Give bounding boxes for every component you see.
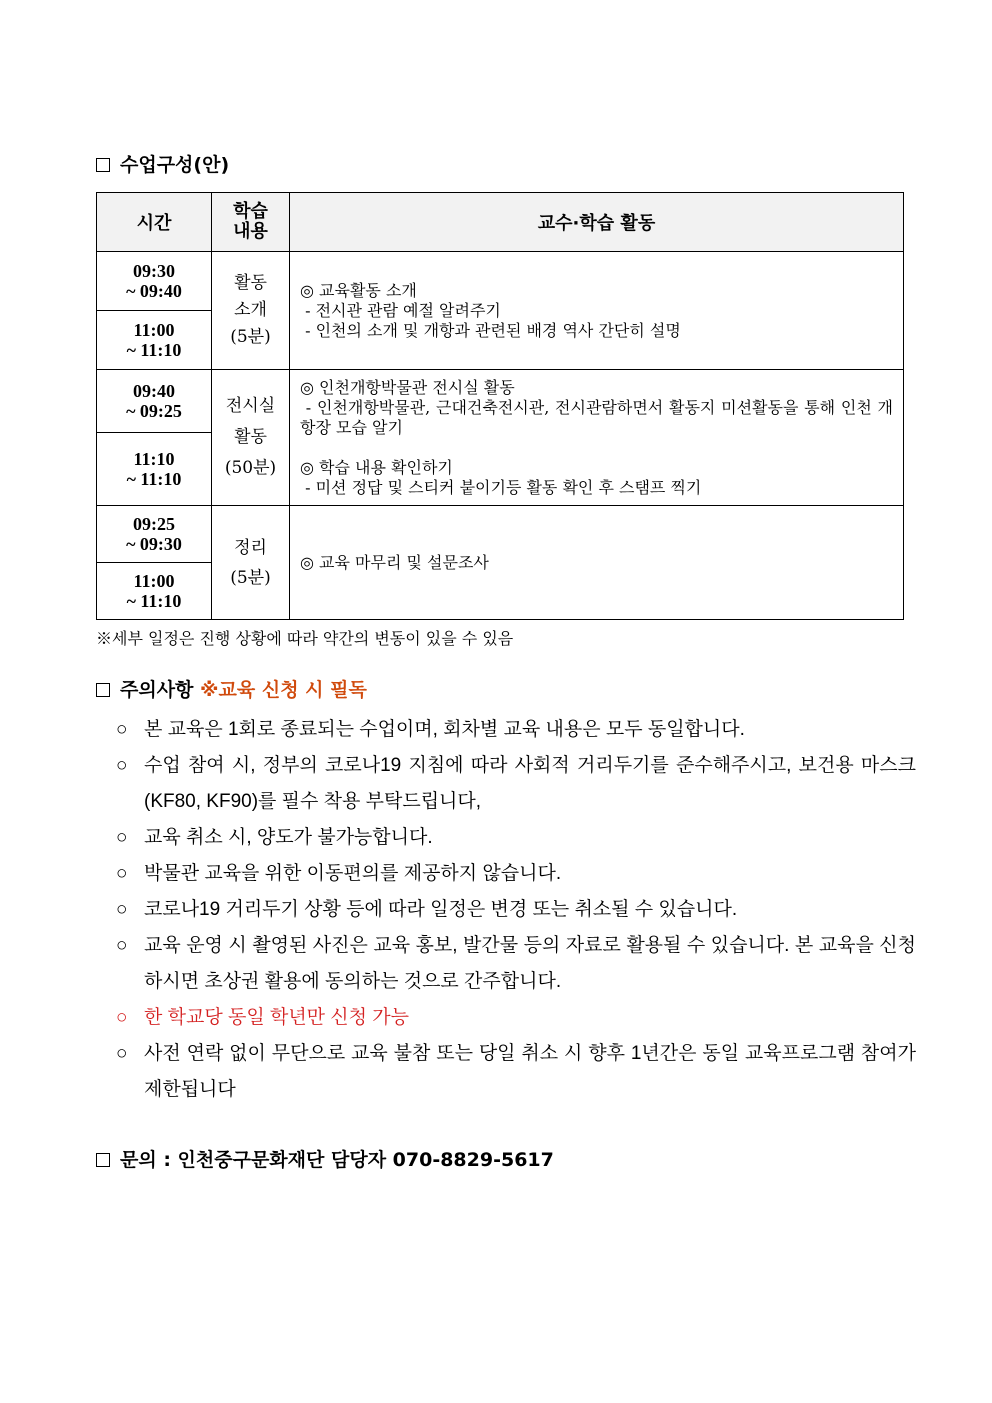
list-item bbox=[116, 748, 916, 820]
item-text: 사전 연락 없이 무단으로 교육 불참 또는 당일 취소 시 향후 1년간은 동일 교육프로그램 참여가 제한됩니다 bbox=[144, 1043, 916, 1100]
activity-line: - 인천의 소개 및 개항과 관련된 배경 역사 간단히 설명 bbox=[300, 320, 681, 340]
activity-line: ◎ 교육 마무리 및 설문조사 bbox=[300, 552, 489, 572]
table-row bbox=[97, 370, 904, 433]
schedule-note: ※세부 일정은 진행 상황에 따라 약간의 변동이 있을 수 있음 bbox=[96, 629, 514, 648]
precautions-list bbox=[116, 712, 916, 1108]
time-cell: 09:30 ~ 09:40 bbox=[97, 252, 212, 311]
circle-bullet-icon: ○ bbox=[116, 1007, 128, 1028]
checkbox-square-icon bbox=[96, 158, 110, 172]
section-title-class-structure bbox=[96, 153, 229, 177]
precautions-warning: ※교육 신청 시 필독 bbox=[200, 679, 367, 701]
content-cell: 전시실 활동 (50분) bbox=[212, 370, 290, 506]
circle-bullet-icon: ○ bbox=[116, 1043, 128, 1064]
circle-bullet-icon: ○ bbox=[116, 719, 128, 740]
item-text: 교육 운영 시 촬영된 사진은 교육 홍보, 발간물 등의 자료로 활용될 수 있습니다. 본 교육을 신청하시면 초상권 활용에 동의하는 것으로 간주합니다. bbox=[144, 935, 916, 992]
activity-cell bbox=[290, 506, 904, 620]
list-item bbox=[116, 856, 916, 892]
time-cell: 11:10 ~ 11:10 bbox=[97, 433, 212, 506]
activity-line: ◎ 교육활동 소개 bbox=[300, 280, 417, 300]
time-cell: 09:40 ~ 09:25 bbox=[97, 370, 212, 433]
circle-bullet-icon: ○ bbox=[116, 827, 128, 848]
list-item bbox=[116, 1000, 916, 1036]
activity-line: ◎ 학습 내용 확인하기 bbox=[300, 457, 453, 477]
activity-line: - 전시관 관람 예절 알려주기 bbox=[300, 300, 501, 320]
schedule-table bbox=[96, 192, 904, 620]
item-text: 코로나19 거리두기 상황 등에 따라 일정은 변경 또는 취소될 수 있습니다. bbox=[144, 899, 738, 920]
activity-cell bbox=[290, 252, 904, 370]
circle-bullet-icon: ○ bbox=[116, 863, 128, 884]
precautions-title: 주의사항 bbox=[120, 679, 194, 701]
time-cell: 11:00 ~ 11:10 bbox=[97, 563, 212, 620]
header-activity: 교수·학습 활동 bbox=[290, 193, 904, 252]
checkbox-square-icon bbox=[96, 1153, 110, 1167]
time-cell: 09:25 ~ 09:30 bbox=[97, 506, 212, 563]
activity-cell bbox=[290, 370, 904, 506]
header-content: 학습 내용 bbox=[212, 193, 290, 252]
activity-line: - 미션 정답 및 스티커 붙이기등 활동 확인 후 스탬프 찍기 bbox=[300, 477, 702, 497]
item-text: 수업 참여 시, 정부의 코로나19 지침에 따라 사회적 거리두기를 준수해주시고, 보건용 마스크(KF80, KF90)를 필수 착용 부탁드립니다, bbox=[144, 755, 916, 812]
circle-bullet-icon: ○ bbox=[116, 899, 128, 920]
item-text: 교육 취소 시, 양도가 불가능합니다. bbox=[144, 827, 433, 848]
class-structure-title: 수업구성(안) bbox=[120, 154, 230, 176]
table-row bbox=[97, 506, 904, 563]
circle-bullet-icon: ○ bbox=[116, 935, 128, 956]
time-cell: 11:00 ~ 11:10 bbox=[97, 311, 212, 370]
list-item bbox=[116, 820, 916, 856]
list-item bbox=[116, 1036, 916, 1108]
checkbox-square-icon bbox=[96, 683, 110, 697]
contact-text: 문의 : 인천중구문화재단 담당자 070-8829-5617 bbox=[120, 1149, 554, 1171]
table-row bbox=[97, 252, 904, 311]
item-text: 한 학교당 동일 학년만 신청 가능 bbox=[144, 1007, 409, 1028]
list-item bbox=[116, 712, 916, 748]
circle-bullet-icon: ○ bbox=[116, 755, 128, 776]
item-text: 본 교육은 1회로 종료되는 수업이며, 회차별 교육 내용은 모두 동일합니다. bbox=[144, 719, 745, 740]
list-item bbox=[116, 928, 916, 1000]
table-header-row bbox=[97, 193, 904, 252]
header-time: 시간 bbox=[97, 193, 212, 252]
list-item bbox=[116, 892, 916, 928]
content-cell: 정리 (5분) bbox=[212, 506, 290, 620]
item-text: 박물관 교육을 위한 이동편의를 제공하지 않습니다. bbox=[144, 863, 562, 884]
activity-line: ◎ 인천개항박물관 전시실 활동 bbox=[300, 377, 515, 397]
section-title-precautions bbox=[96, 678, 367, 702]
content-cell: 활동 소개 (5분) bbox=[212, 252, 290, 370]
section-title-contact bbox=[96, 1148, 554, 1172]
activity-line: - 인천개항박물관, 근대건축전시관, 전시관람하면서 활동지 미션활동을 통해 인천 개항장 모습 알기 bbox=[300, 397, 893, 437]
